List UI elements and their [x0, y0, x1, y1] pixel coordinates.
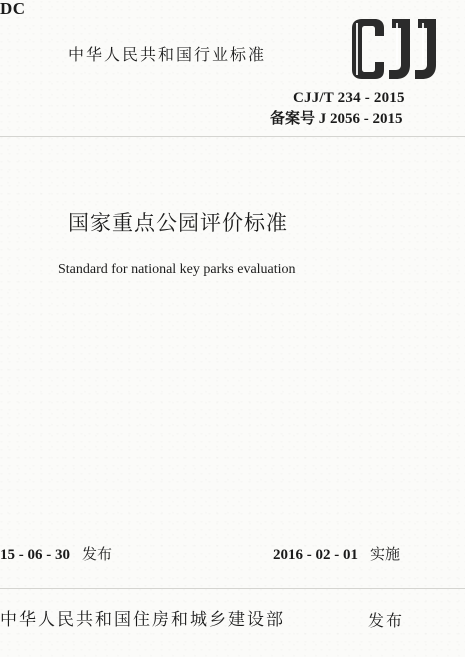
bottom-divider [0, 588, 465, 589]
standard-number: CJJ/T 234 - 2015 [293, 90, 405, 106]
implementation-label: 实施 [370, 545, 401, 563]
english-title: Standard for national key parks evaluation [58, 262, 296, 277]
implementation-date-row [273, 547, 400, 563]
corner-code: DC [0, 0, 26, 18]
publisher: 中华人民共和国住房和城乡建设部 [0, 610, 285, 630]
release-date: 15 - 06 - 30 [0, 547, 70, 563]
cjj-logo [344, 18, 448, 80]
cjj-logo-text: CJJ [395, 76, 397, 77]
release-label: 发布 [82, 545, 113, 563]
record-number: 备案号 J 2056 - 2015 [270, 111, 403, 127]
issuing-body: 中华人民共和国行业标准 [68, 45, 267, 64]
implementation-date: 2016 - 02 - 01 [273, 547, 358, 563]
chinese-title: 国家重点公园评价标准 [68, 211, 288, 235]
publish-label: 发布 [368, 611, 405, 630]
release-date-row [0, 547, 112, 563]
top-divider [0, 136, 465, 137]
